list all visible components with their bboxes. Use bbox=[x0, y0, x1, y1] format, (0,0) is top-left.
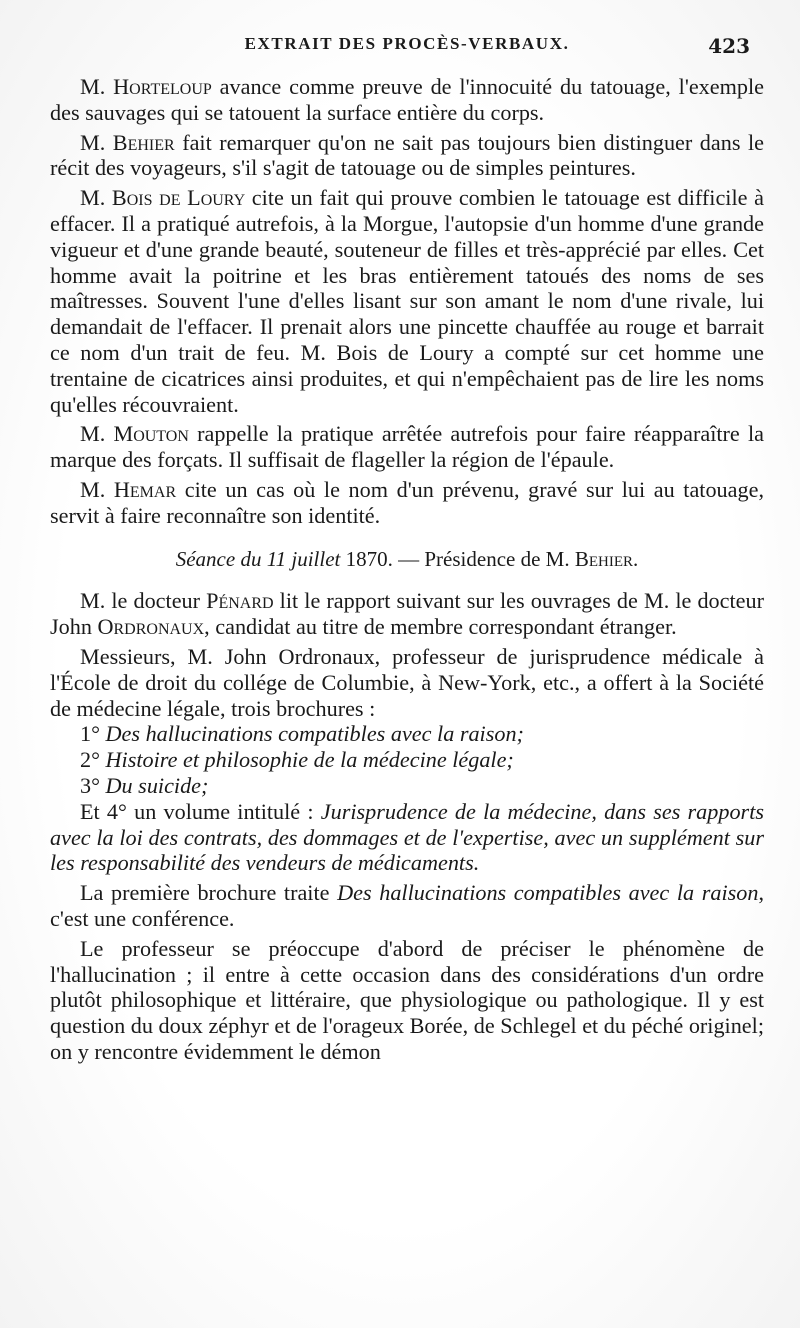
speaker-name: M. Horteloup bbox=[80, 74, 212, 99]
session-heading: Séance du 11 juillet 1870. — Présidence de M. Behier. bbox=[175, 546, 639, 571]
paragraph-text: rappelle la pratique arrêtée autrefois pour faire réapparaître la marque des forçats. Il suffisait de flageller la région de l'épaule. bbox=[50, 421, 764, 473]
author-name: Ordronaux bbox=[97, 614, 205, 640]
speaker-name: M. Hemar bbox=[80, 476, 177, 502]
list-item: 2° Histoire et philosophie de la médecine légale; bbox=[80, 747, 514, 773]
brochure-list bbox=[50, 721, 764, 798]
speaker-name: M. Behier bbox=[80, 129, 175, 155]
paragraph-horteloup bbox=[50, 74, 764, 126]
list-item: 1° Des hallucinations compatibles avec la raison; bbox=[80, 721, 524, 747]
page-number: 423 bbox=[708, 34, 750, 58]
paragraph-messieurs: Messieurs, M. John Ordronaux, professeur de jurisprudence médicale à l'École de droit du collége de Columbie, à New-York, etc., a offert à la Société de médecine légale, trois brochures : bbox=[50, 643, 764, 721]
paragraph-professor: Le professeur se préoccupe d'abord de préciser le phénomène de l'hallucination ; il entre à cette occasion dans des considérations d'un ordre plutôt philosophique et littéraire, que physiologique ou pathologique. Il y est question du doux zéphyr et de l'orageux Borée, de Schlegel et du péché originel; on y rencontre évidemment le démon bbox=[50, 935, 764, 1064]
paragraph-text: avance comme preuve de l'innocuité du tatouage, l'exemple des sauvages qui se tatouent la surface entière du corps. bbox=[50, 74, 764, 125]
paragraph-first-brochure: La première brochure traite Des hallucinations compatibles avec la raison, c'est une conférence. bbox=[50, 880, 764, 931]
paragraph-text: fait remarquer qu'on ne sait pas toujours bien distinguer dans le récit des voyageurs, s'il s'agit de tatouage ou de simples peintures. bbox=[50, 129, 764, 181]
list-item: 3° Du suicide; bbox=[80, 772, 209, 798]
paragraph-report-intro: M. le docteur Pénard lit le rapport suivant sur les ouvrages de M. le docteur John Ordronaux, candidat au titre de membre correspondant étranger. bbox=[50, 588, 764, 640]
page-header bbox=[50, 34, 764, 74]
body-text bbox=[50, 74, 764, 1065]
paragraph-text: cite un cas où le nom d'un prévenu, gravé sur lui au tatouage, servit à faire reconnaître son identité. bbox=[50, 476, 764, 528]
running-head: EXTRAIT DES PROCÈS-VERBAUX. bbox=[244, 34, 570, 53]
paragraph-behier bbox=[50, 130, 764, 182]
reporter-name: Pénard bbox=[206, 588, 274, 614]
president-name: Behier bbox=[574, 546, 634, 571]
speaker-name: M. Mouton bbox=[80, 421, 189, 447]
paragraph-hemar bbox=[50, 477, 764, 529]
paragraph-bois-de-loury bbox=[50, 185, 764, 417]
paragraph-text: cite un fait qui prouve combien le tatouage est difficile à effacer. Il a pratiqué autrefois, à la Morgue, l'autopsie d'un homme d'une grande vigueur et d'une grande beauté, souteneur de filles et très-apprécié par elles. Cet homme avait la poitrine et les bras entièrement tatoués des noms de ses maîtresses. Souvent l'une d'elles lisant sur son amant le nom d'une rivale, lui demandait de l'effacer. Il prenait alors une pincette chauffée au rouge et barrait ce nom d'un trait de feu. M. Bois de Loury a compté sur cet homme une trentaine de cicatrices ainsi produites, et qui n'empêchaient pas de lire les noms qu'elles récouvraient. bbox=[50, 185, 764, 417]
speaker-name: M. Bois de Loury bbox=[80, 185, 246, 211]
paragraph-mouton bbox=[50, 421, 764, 473]
paragraph-fourth-volume: Et 4° un volume intitulé : Jurisprudence de la médecine, dans ses rapports avec la loi des contrats, des dommages et de l'expertise, avec un supplément sur les responsabilité des vendeurs de médicaments. bbox=[50, 798, 764, 876]
